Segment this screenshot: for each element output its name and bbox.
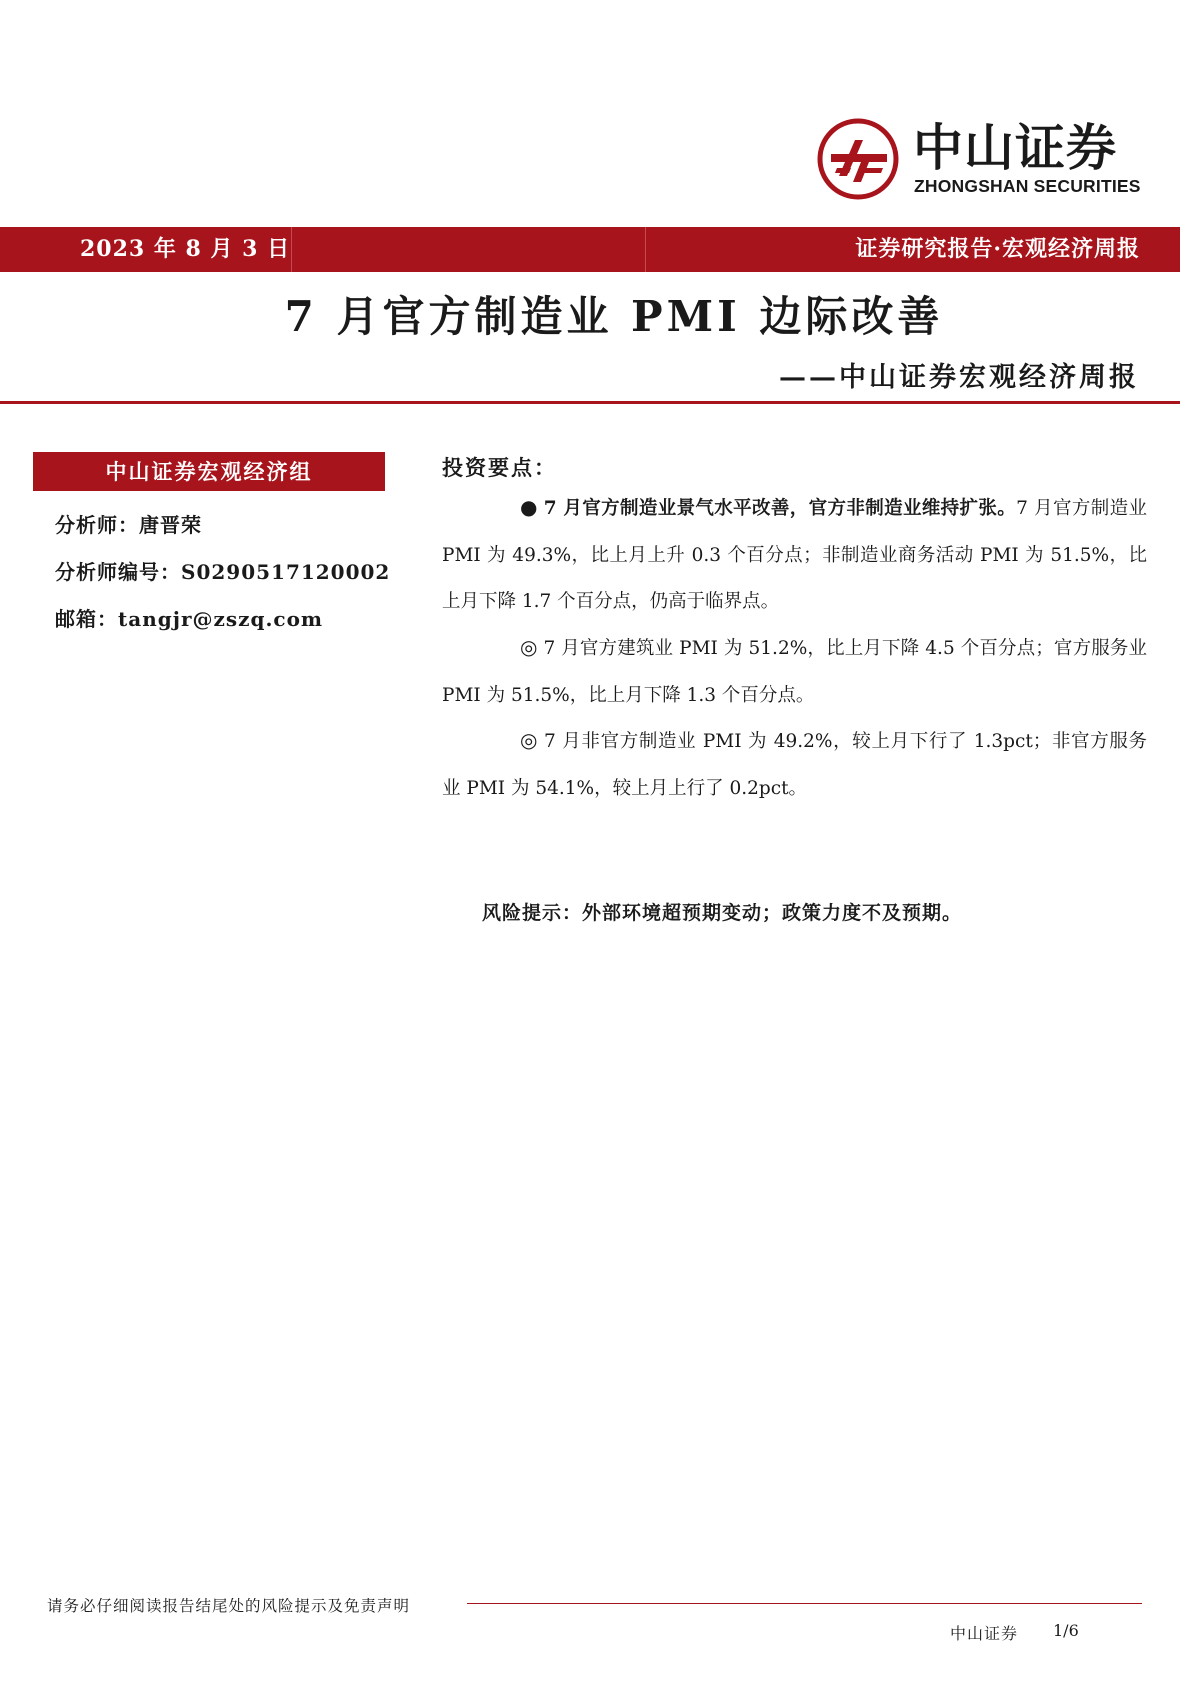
footer-notice: 请务必仔细阅读报告结尾处的风险提示及免责声明 bbox=[47, 1597, 411, 1615]
risk-warning: 风险提示：外部环境超预期变动；政策力度不及预期。 bbox=[482, 902, 963, 924]
logo-name-cn: 中山证券 bbox=[913, 119, 1117, 177]
footer-company: 中山证券 bbox=[950, 1624, 1019, 1643]
report-category: 证券研究报告·宏观经济周报 bbox=[855, 236, 1140, 262]
team-name-box: 中山证券宏观经济组 bbox=[33, 452, 385, 491]
analyst-name: 分析师：唐晋荣 bbox=[55, 513, 202, 537]
company-logo bbox=[817, 118, 1147, 204]
key-point-item bbox=[442, 717, 1147, 812]
key-point-item bbox=[442, 624, 1147, 719]
key-point-text: 7 月官方建筑业 PMI 为 51.2%，比上月下降 4.5 个百分点；官方服务业 PMI 为 51.5%，比上月下降 1.3 个百分点。 bbox=[442, 638, 1147, 706]
key-point-lead: 7 月官方制造业景气水平改善，官方非制造业维持扩张。 bbox=[543, 498, 1017, 519]
page-subtitle: ——中山证券宏观经济周报 bbox=[779, 362, 1139, 393]
key-point-text: 7 月非官方制造业 PMI 为 49.2%，较上月下行了 1.3pct；非官方服务业 PMI 为 54.1%，较上月上行了 0.2pct。 bbox=[442, 731, 1147, 799]
key-point-text: 7 月官方制造业 PMI 为 49.3%，比上月上升 0.3 个百分点；非制造业商务活动 PMI 为 51.5%，比上月下降 1.7 个百分点，仍高于临界点。 bbox=[442, 498, 1147, 612]
analyst-email: 邮箱：tangjr@zszq.com bbox=[55, 607, 324, 631]
header-band bbox=[0, 227, 1180, 272]
bullet-icon: ◎ bbox=[520, 728, 538, 752]
bullet-icon: ● bbox=[520, 495, 538, 519]
key-points-heading: 投资要点： bbox=[442, 455, 557, 480]
report-date: 2023 年 8 月 3 日 bbox=[80, 236, 291, 262]
logo-name-en: ZHONGSHAN SECURITIES bbox=[914, 176, 1141, 196]
zhongshan-logo-icon bbox=[817, 118, 899, 200]
band-divider bbox=[291, 227, 292, 272]
title-divider bbox=[0, 401, 1180, 404]
page-title: 7 月官方制造业 PMI 边际改善 bbox=[284, 292, 944, 341]
band-divider bbox=[645, 227, 646, 272]
bullet-icon: ◎ bbox=[520, 635, 538, 659]
analyst-id: 分析师编号：S0290517120002 bbox=[55, 560, 391, 584]
page-number: 1/6 bbox=[1053, 1621, 1079, 1640]
key-point-item bbox=[442, 484, 1147, 626]
footer-divider bbox=[467, 1603, 1142, 1604]
